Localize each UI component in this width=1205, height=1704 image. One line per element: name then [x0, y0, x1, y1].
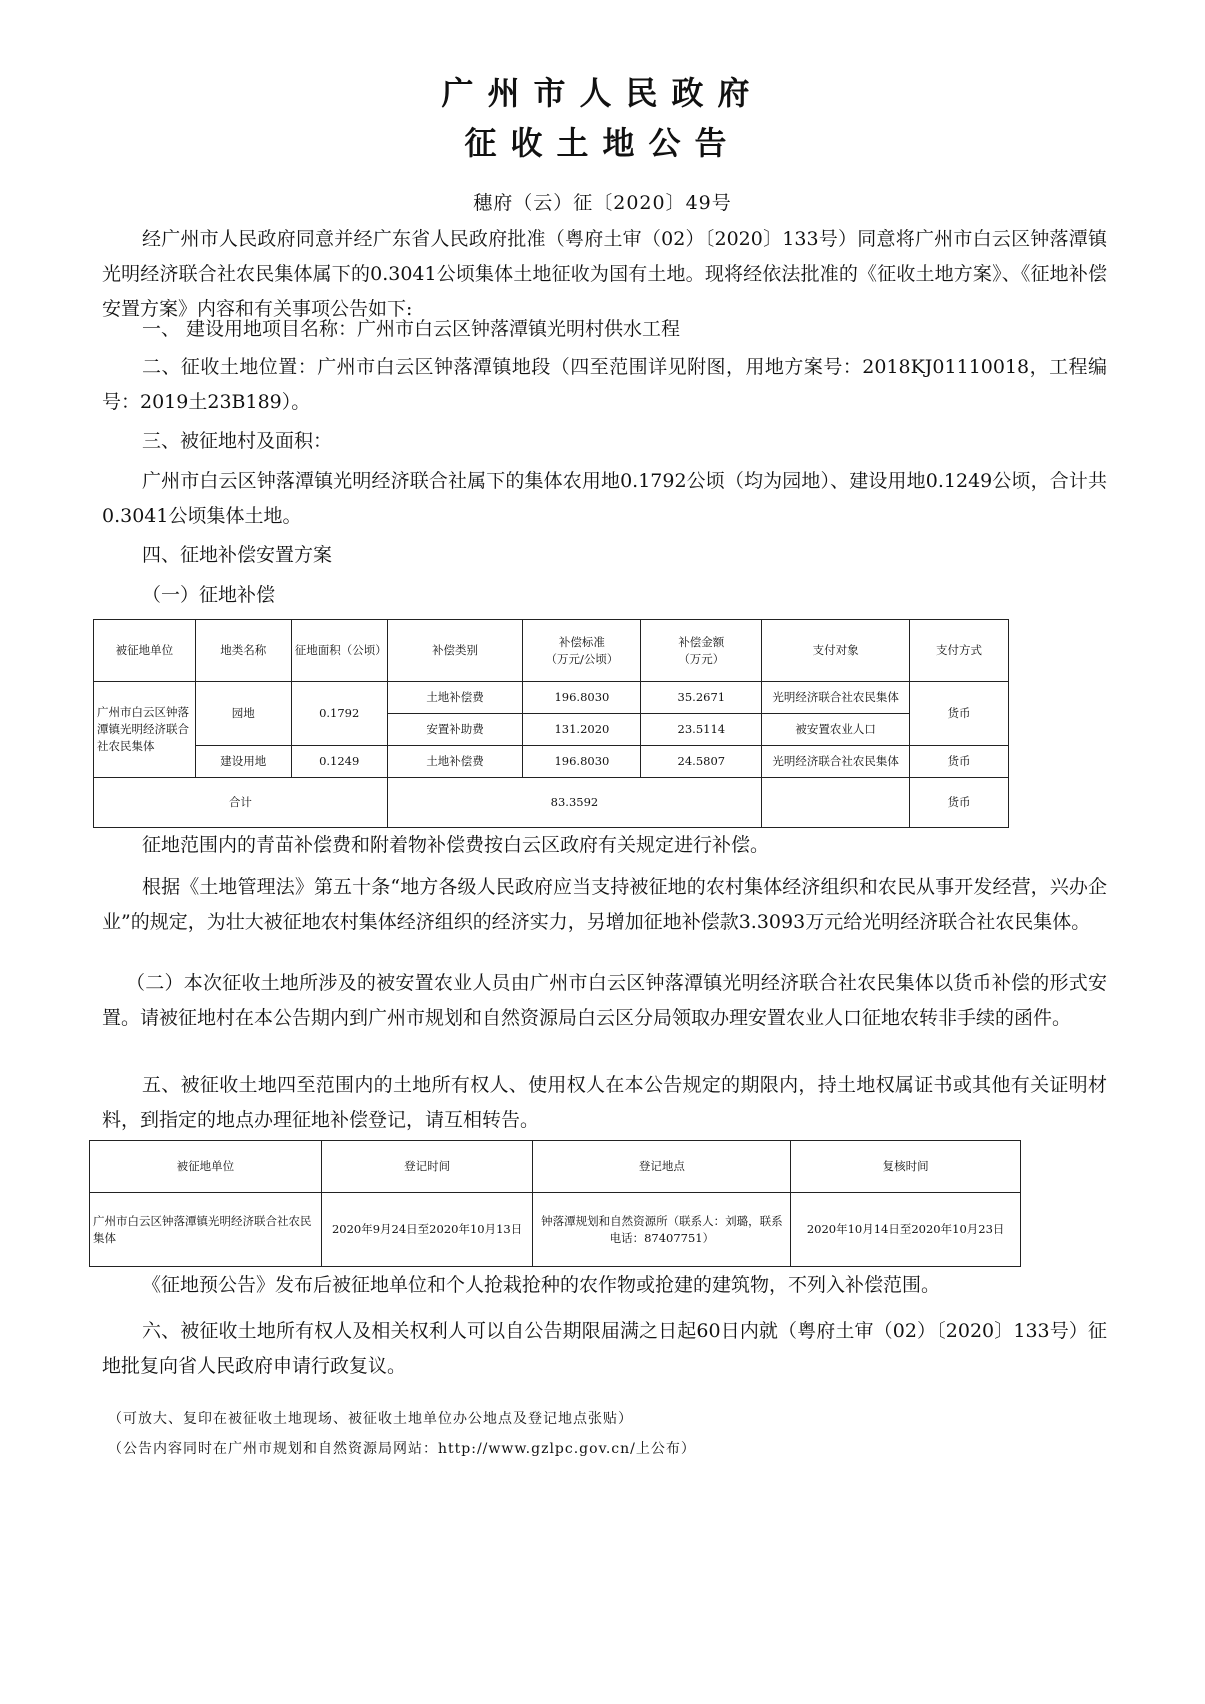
- header-standard: 补偿标准 （万元/公顷）: [523, 620, 641, 682]
- amount-cell: 23.5114: [641, 714, 762, 746]
- header-unit: 被征地单位: [94, 620, 196, 682]
- header-reg-time: 登记时间: [321, 1141, 533, 1193]
- land-type-garden: 园地: [195, 682, 291, 746]
- section-3-heading: 三、被征地村及面积：: [142, 430, 333, 452]
- land-type-build: 建设用地: [195, 746, 291, 778]
- total-amount: 83.3592: [387, 778, 762, 828]
- seedling-paragraph: 征地范围内的青苗补偿费和附着物补偿费按白云区政府有关规定进行补偿。: [142, 834, 770, 856]
- pre-announcement-paragraph: 《征地预公告》发布后被征地单位和个人抢栽抢种的农作物或抢建的建筑物，不列入补偿范围。: [142, 1274, 941, 1296]
- review-time-cell: 2020年10月14日至2020年10月23日: [791, 1193, 1021, 1267]
- area-build: 0.1249: [291, 746, 387, 778]
- header-payee: 支付对象: [762, 620, 910, 682]
- registration-table: [89, 1140, 1021, 1267]
- section-4-sub1: （一）征地补偿: [142, 584, 276, 606]
- header-amount: 补偿金额 （万元）: [641, 620, 762, 682]
- header-review-time: 复核时间: [791, 1141, 1021, 1193]
- total-empty: [762, 778, 910, 828]
- section-5: 五、被征收土地四至范围内的土地所有权人、使用权人在本公告规定的期限内，持土地权属证书或其他有关证明材料，到指定的地点办理征地补偿登记，请互相转告。: [102, 1074, 1107, 1131]
- posting-note: （可放大、复印在被征收土地现场、被征收土地单位办公地点及登记地点张贴）: [108, 1411, 633, 1427]
- comp-type-cell: 土地补偿费: [387, 682, 523, 714]
- standard-cell: 196.8030: [523, 746, 641, 778]
- payee-cell: 被安置农业人口: [762, 714, 910, 746]
- title-government: 广州市人民政府: [441, 74, 764, 112]
- header-reg-place: 登记地点: [533, 1141, 791, 1193]
- comp-type-cell: 安置补助费: [387, 714, 523, 746]
- intro-paragraph: 经广州市人民政府同意并经广东省人民政府批准（粤府土审（02）〔2020〕133号）同意将广州市白云区钟落潭镇光明经济联合社农民集体属下的0.3041公顷集体土地征收为国有土地。现将经依法批准的《征收土地方案》、《征地补偿安置方案》内容和有关事项公告如下:: [102, 228, 1107, 320]
- header-pay-method: 支付方式: [910, 620, 1009, 682]
- document-number: 穗府（云）征〔2020〕49号: [473, 192, 732, 214]
- header-area: 征地面积（公顷）: [291, 620, 387, 682]
- section-6: 六、被征收土地所有权人及相关权利人可以自公告期限届满之日起60日内就（粤府土审（02）〔2020〕133号）征地批复向省人民政府申请行政复议。: [102, 1320, 1107, 1377]
- website-note: （公告内容同时在广州市规划和自然资源局网站：http://www.gzlpc.gov.cn/上公布）: [108, 1441, 696, 1457]
- amount-cell: 35.2671: [641, 682, 762, 714]
- header-land-type: 地类名称: [195, 620, 291, 682]
- section-3-text: 广州市白云区钟落潭镇光明经济联合社属下的集体农用地0.1792公顷（均为园地）、建设用地0.1249公顷，合计共0.3041公顷集体土地。: [102, 470, 1107, 527]
- compensation-table: [93, 619, 1009, 828]
- header-comp-type: 补偿类别: [387, 620, 523, 682]
- law-paragraph: 根据《土地管理法》第五十条“地方各级人民政府应当支持被征地的农村集体经济组织和农民从事开发经营，兴办企业”的规定，为壮大被征地农村集体经济组织的经济实力，另增加征地补偿款3.3093万元给光明经济联合社农民集体。: [102, 876, 1107, 933]
- pay-method-cell: 货币: [910, 682, 1009, 746]
- payee-cell: 光明经济联合社农民集体: [762, 682, 910, 714]
- unit-cell: 广州市白云区钟落潭镇光明经济联合社农民集体: [94, 682, 196, 778]
- payee-cell: 光明经济联合社农民集体: [762, 746, 910, 778]
- comp-type-cell: 土地补偿费: [387, 746, 523, 778]
- unit-cell: 广州市白云区钟落潭镇光明经济联合社农民集体: [90, 1193, 322, 1267]
- section-1: 一、 建设用地项目名称：广州市白云区钟落潭镇光明村供水工程: [142, 318, 681, 340]
- reg-time-cell: 2020年9月24日至2020年10月13日: [321, 1193, 533, 1267]
- section-2: 二、征收土地位置：广州市白云区钟落潭镇地段（四至范围详见附图，用地方案号：2018KJ01110018，工程编号：2019土23B189）。: [102, 356, 1107, 413]
- standard-cell: 131.2020: [523, 714, 641, 746]
- title-announcement: 征收土地公告: [464, 124, 741, 162]
- section-4-sub2: （二）本次征收土地所涉及的被安置农业人员由广州市白云区钟落潭镇光明经济联合社农民集体以货币补偿的形式安置。请被征地村在本公告期内到广州市规划和自然资源局白云区分局领取办理安置农业人口征地农转非手续的函件。: [102, 972, 1107, 1029]
- total-label: 合计: [94, 778, 388, 828]
- total-pay-method: 货币: [910, 778, 1009, 828]
- section-4-heading: 四、征地补偿安置方案: [142, 544, 333, 566]
- amount-cell: 24.5807: [641, 746, 762, 778]
- standard-cell: 196.8030: [523, 682, 641, 714]
- header-unit: 被征地单位: [90, 1141, 322, 1193]
- reg-place-cell: 钟落潭规划和自然资源所（联系人：刘璐，联系电话：87407751）: [533, 1193, 791, 1267]
- pay-method-cell: 货币: [910, 746, 1009, 778]
- area-garden: 0.1792: [291, 682, 387, 746]
